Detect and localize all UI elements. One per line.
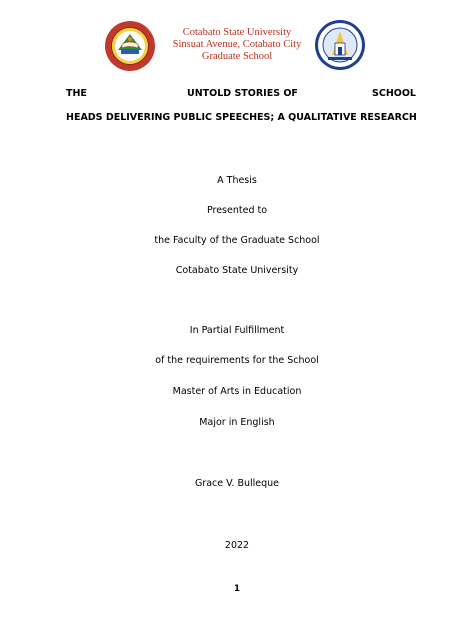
year-label: 2022	[224, 540, 250, 551]
presented-to-label: Presented to	[206, 205, 268, 216]
university-label: Cotabato State University	[175, 265, 299, 276]
requirements-label: of the requirements for the School	[155, 355, 319, 366]
thesis-title-line-2: HEADS DELIVERING PUBLIC SPEECHES; A QUALITATIVE RESEARCH	[66, 112, 417, 123]
faculty-label: the Faculty of the Graduate School	[154, 235, 320, 246]
university-address: Sinsuat Avenue, Cotabato City	[172, 39, 302, 50]
institution-header	[150, 27, 324, 63]
partial-fulfillment-label: In Partial Fulfillment	[189, 325, 285, 336]
title-word-school: SCHOOL	[372, 88, 416, 99]
cotabato-state-university-seal-icon	[104, 20, 156, 72]
author-name: Grace V. Bulleque	[194, 478, 280, 489]
university-name: Cotabato State University	[182, 27, 292, 38]
graduate-school-label: Graduate School	[201, 51, 273, 62]
thesis-title-line-1	[66, 88, 416, 102]
graduate-school-seal-icon	[314, 19, 366, 71]
major-label: Major in English	[199, 417, 275, 428]
title-words-untold-stories: UNTOLD STORIES OF	[187, 88, 298, 99]
page-number: 1	[234, 584, 240, 594]
thesis-label: A Thesis	[217, 175, 257, 186]
degree-label: Master of Arts in Education	[172, 386, 302, 397]
title-word-the: THE	[66, 88, 87, 99]
